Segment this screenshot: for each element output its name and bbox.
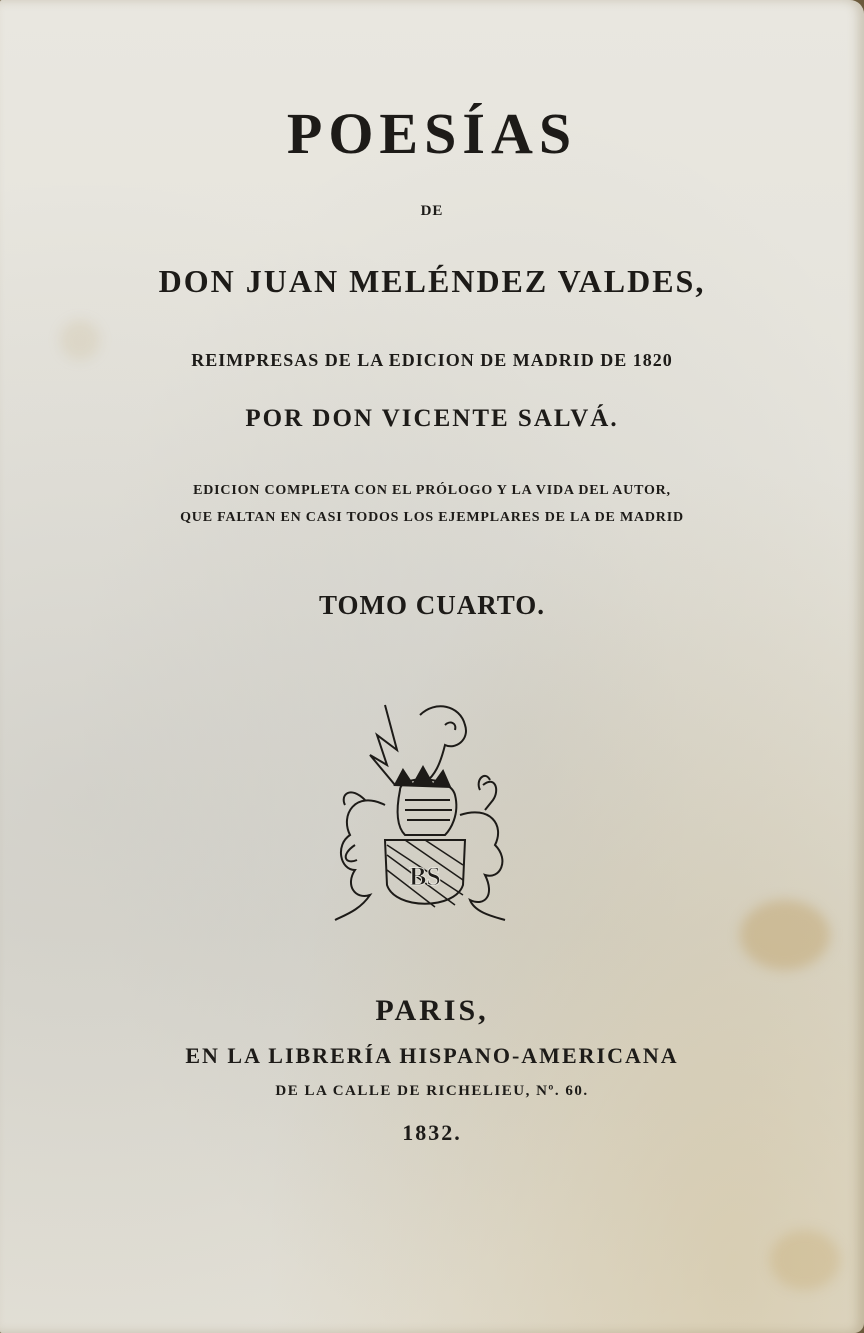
foxing-stain [740,900,830,970]
publisher-address: DE LA CALLE DE RICHELIEU, Nº. 60. [275,1083,589,1099]
printer-device-emblem [325,695,520,935]
edition-note-line-1: EDICION COMPLETA CON EL PRÓLOGO Y LA VIDA DEL AUTOR, [193,483,671,498]
publication-year: 1832. [402,1120,462,1145]
device-monogram: BS [409,862,441,891]
foxing-stain [770,1230,840,1290]
author-name: DON JUAN MELÉNDEZ VALDES, [158,263,706,299]
editor-name: POR DON VICENTE SALVÁ. [245,405,619,432]
imprint-city: PARIS, [375,994,489,1027]
book-title: POESÍAS [286,101,578,166]
volume-label: TOMO CUARTO. [318,590,546,620]
publisher-name: EN LA LIBRERÍA HISPANO-AMERICANA [185,1043,679,1068]
preposition-de: DE [420,203,444,219]
reprint-note: REIMPRESAS DE LA EDICION DE MADRID DE 1820 [191,350,673,370]
edition-note-line-2: QUE FALTAN EN CASI TODOS LOS EJEMPLARES DE LA DE MADRID [180,510,684,525]
